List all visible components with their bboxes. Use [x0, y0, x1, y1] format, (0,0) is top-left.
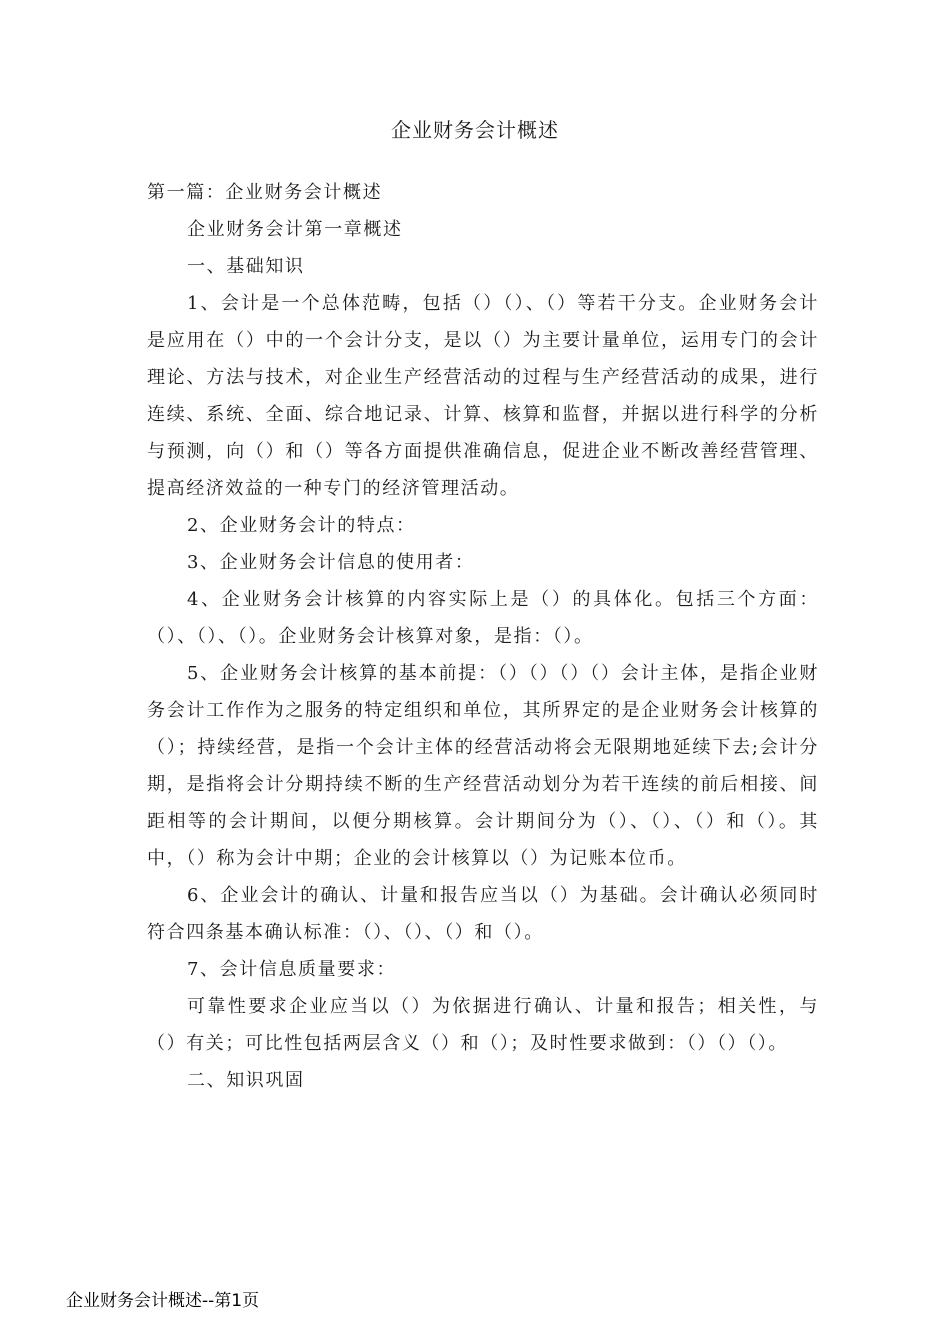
paragraph: 1、会计是一个总体范畴，包括（）（）、（）等若干分支。企业财务会计是应用在（）中的一个会计分支，是以（）为主要计量单位，运用专门的会计理论、方法与技术，对企业生产经营活动的过程与生产经营活动的成果，进行连续、系统、全面、综合地记录、计算、核算和监督，并据以进行科学的分析与预测，向（）和（）等各方面提供准确信息，促进企业不断改善经营管理、提高经济效益的一种专门的经济管理活动。: [147, 293, 819, 499]
paragraph: 3、企业财务会计信息的使用者：: [187, 552, 475, 573]
paragraph: 可靠性要求企业应当以（）为依据进行确认、计量和报告；相关性，与（）有关；可比性包括两层含义（）和（）；及时性要求做到：（）（）（）。: [147, 996, 819, 1054]
paragraph: 企业财务会计第一章概述: [187, 219, 403, 240]
paragraph: 4、企业财务会计核算的内容实际上是（）的具体化。包括三个方面：（）、（）、（）。企业财务会计核算对象，是指：（）。: [147, 589, 819, 647]
paragraph: 6、企业会计的确认、计量和报告应当以（）为基础。会计确认必须同时符合四条基本确认标准：（）、（）、（）和（）。: [147, 885, 819, 943]
paragraph: 一、基础知识: [187, 256, 305, 277]
paragraph: 第一篇：企业财务会计概述: [147, 182, 383, 203]
paragraph: 二、知识巩固: [187, 1070, 305, 1091]
paragraph: 2、企业财务会计的特点：: [187, 515, 416, 536]
document-body: [147, 174, 819, 1099]
paragraph: 5、企业财务会计核算的基本前提：（）（）（）（）会计主体，是指企业财务会计工作作为之服务的特定组织和单位，其所界定的是企业财务会计核算的（）；持续经营，是指一个会计主体的经营活动将会无限期地延续下去;会计分期，是指将会计分期持续不断的生产经营活动划分为若干连续的前后相接、间距相等的会计期间，以便分期核算。会计期间分为（）、（）、（）和（）。其中，（）称为会计中期；企业的会计核算以（）为记账本位币。: [147, 663, 819, 869]
page-title: 企业财务会计概述: [391, 118, 559, 142]
paragraph: 7、会计信息质量要求：: [187, 959, 397, 980]
page-footer: 企业财务会计概述--第1页: [66, 1291, 260, 1311]
